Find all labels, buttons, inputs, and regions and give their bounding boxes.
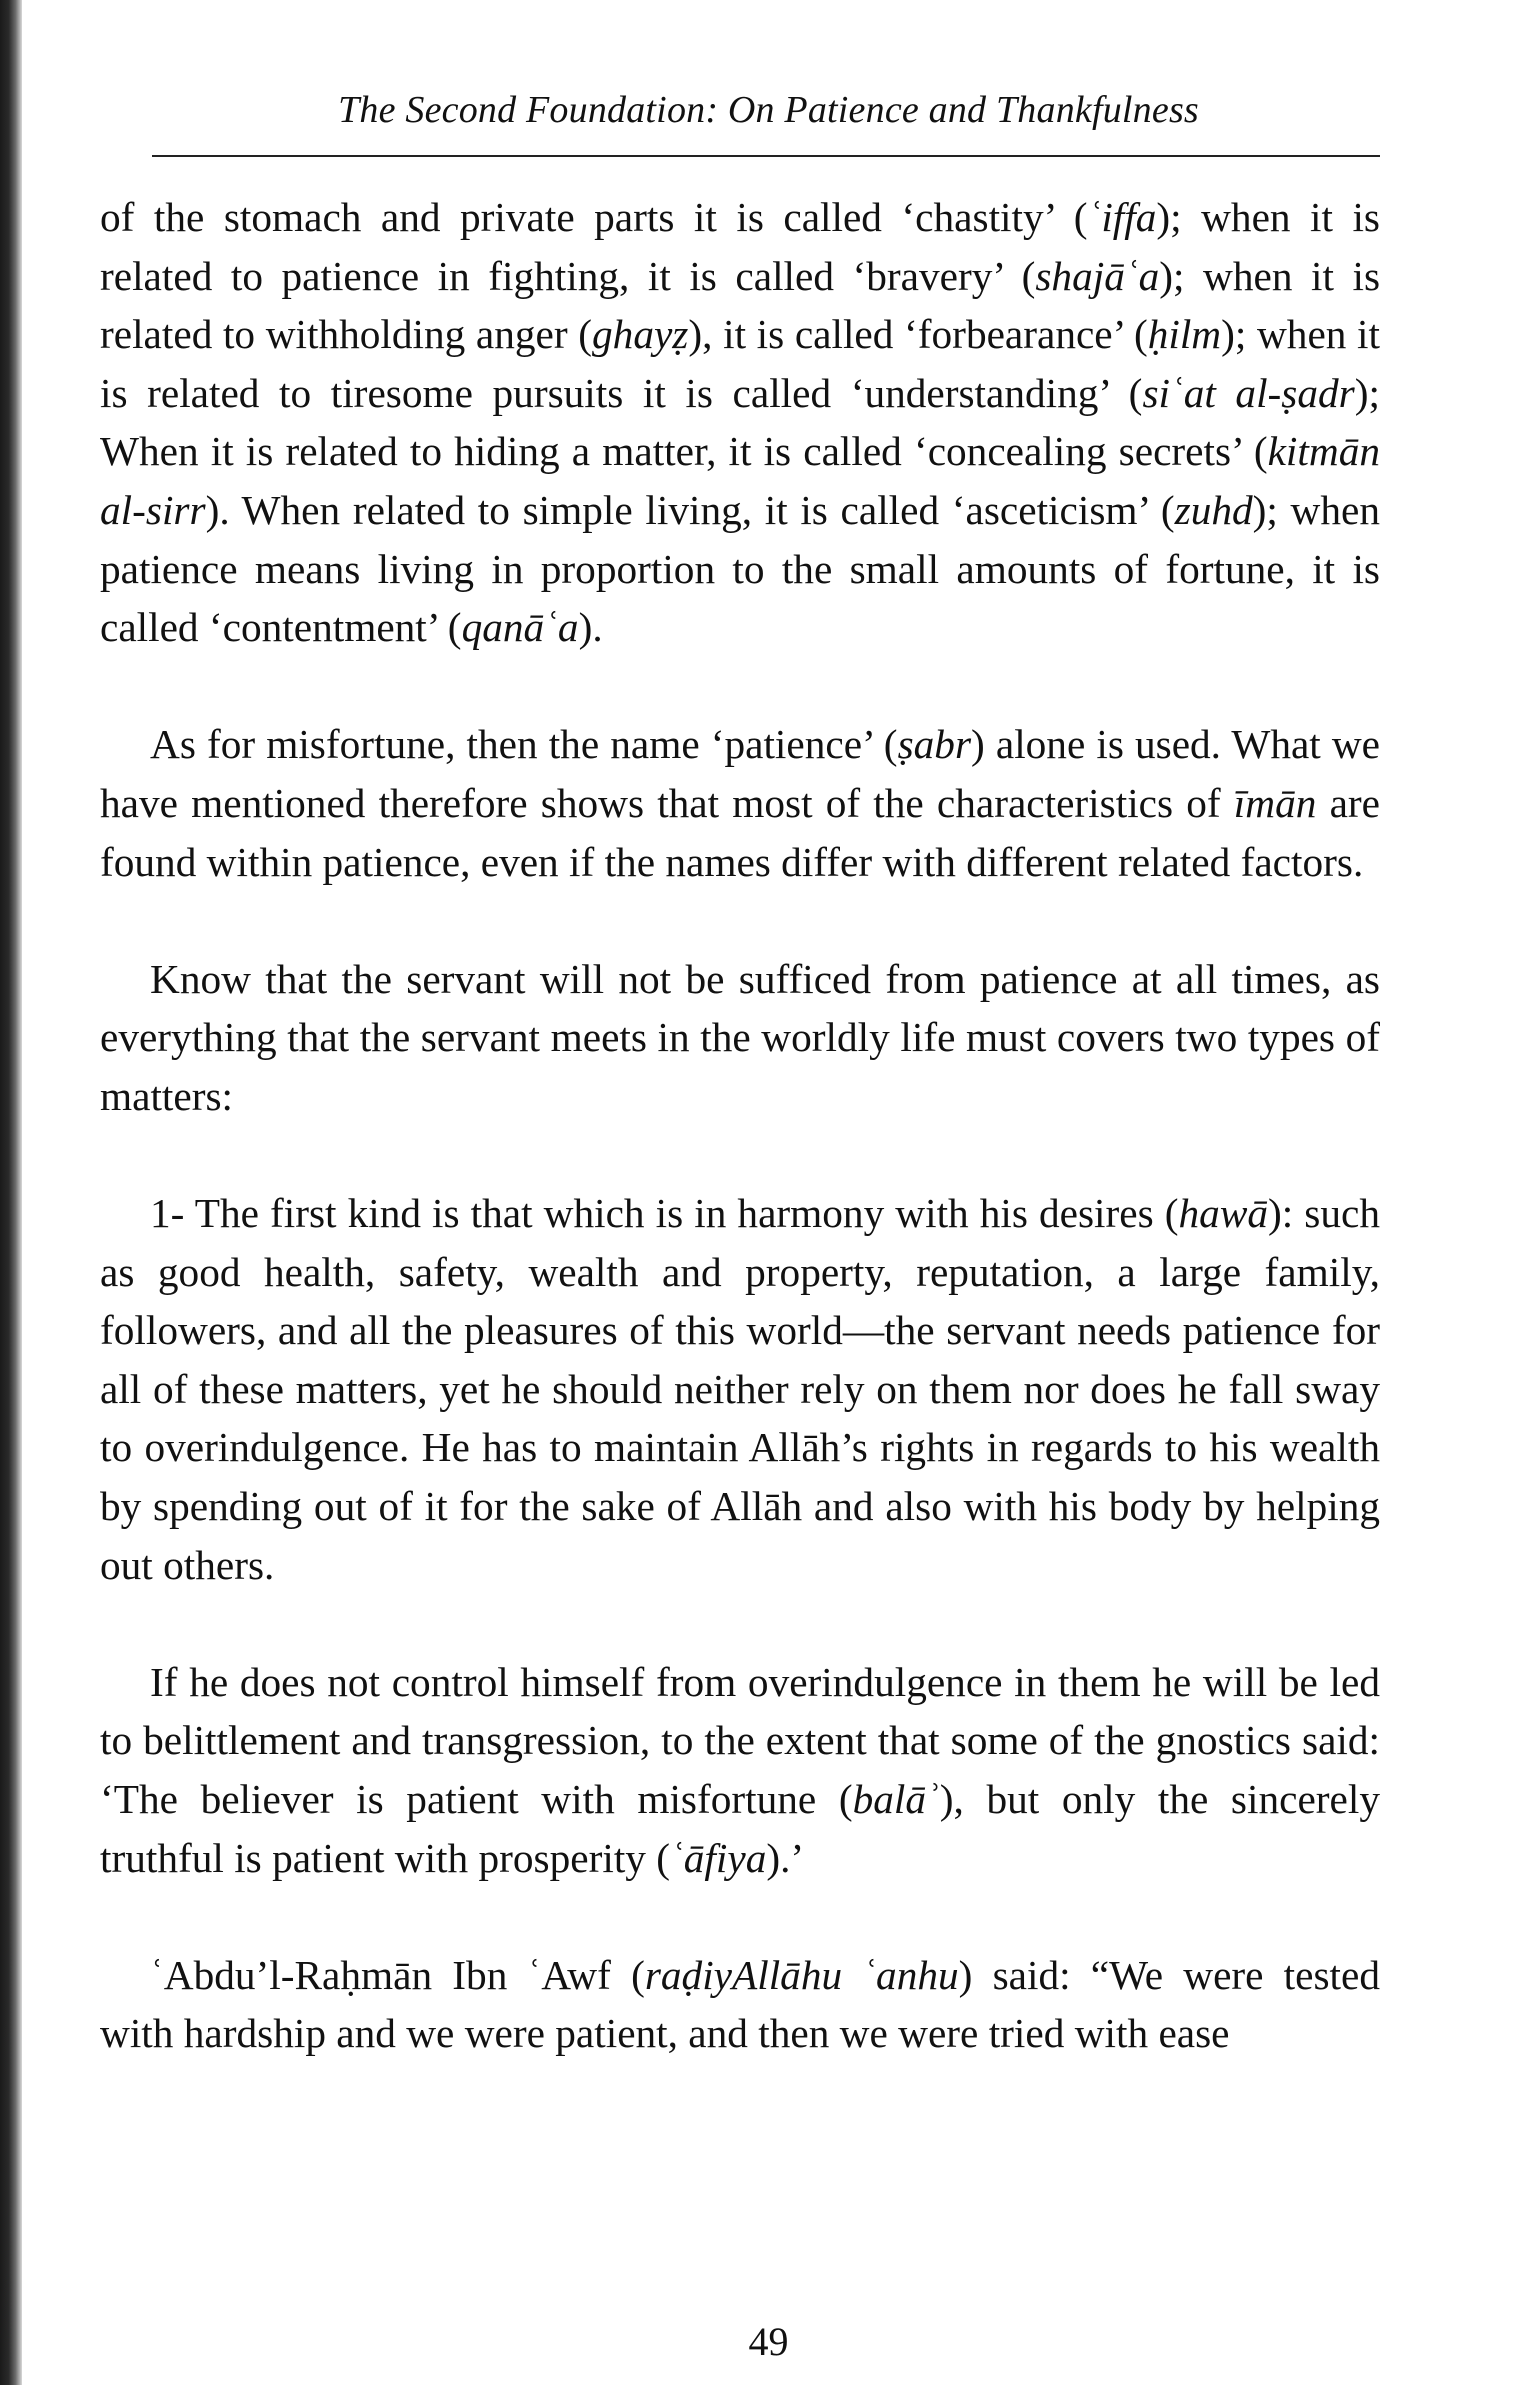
book-spine-shadow	[0, 0, 22, 2385]
paragraph-2: As for misfortune, then the name ‘patience’ (ṣabr) alone is used. What we have mentioned therefore shows that most of the characteristics of īmān are found within patience, even if the names differ with different related factors.	[100, 721, 1380, 885]
paragraph-3: Know that the servant will not be sufficed from patience at all times, as everything that the servant meets in the worldly life must covers two types of matters:	[100, 955, 1380, 1119]
paragraph-1: of the stomach and private parts it is called ‘chastity’ (ʿiffa); when it is related to patience in fighting, it is called ‘bravery’ (shajāʿa); when it is related to withholding anger (ghayẓ), it is called ‘forbearance’ (ḥilm); when it is related to tiresome pursuits it is called ‘understanding’ (siʿat al-ṣadr); When it is related to hiding a matter, it is called ‘concealing secrets’ (kitmān al-sirr). When related to simple living, it is called ‘asceticism’ (zuhd); when patience means living in proportion to the small amounts of fortune, it is called ‘contentment’ (qanāʿa).	[100, 194, 1381, 651]
paragraph-4: 1- The first kind is that which is in harmony with his desires (hawā): such as good health, safety, wealth and property, reputation, a large family, followers, and all the pleasures of this world—the servant needs patience for all of these matters, yet he should neither rely on them nor does he fall sway to overindulgence. He has to maintain Allāh’s rights in regards to his wealth by spending out of it for the sake of Allāh and also with his body by helping out others.	[100, 1190, 1381, 1588]
page-number: 49	[748, 2319, 789, 2364]
running-header: The Second Foundation: On Patience and Thankfulness	[338, 89, 1199, 131]
paragraph-5: If he does not control himself from overindulgence in them he will be led to belittlement and transgression, to the extent that some of the gnostics said: ‘The believer is patient with misfortune (balāʾ), but only the sincerely truthful is patient with prosperity (ʿāfiya).’	[100, 1658, 1380, 1881]
page-body	[100, 188, 1380, 2063]
paragraph-6: ʿAbdu’l-Raḥmān Ibn ʿAwf (raḍiyAllāhu ʿanhu) said: “We were tested with hardship and we were patient, and then we were tried with ease	[100, 1951, 1381, 2057]
header-divider	[152, 155, 1380, 157]
